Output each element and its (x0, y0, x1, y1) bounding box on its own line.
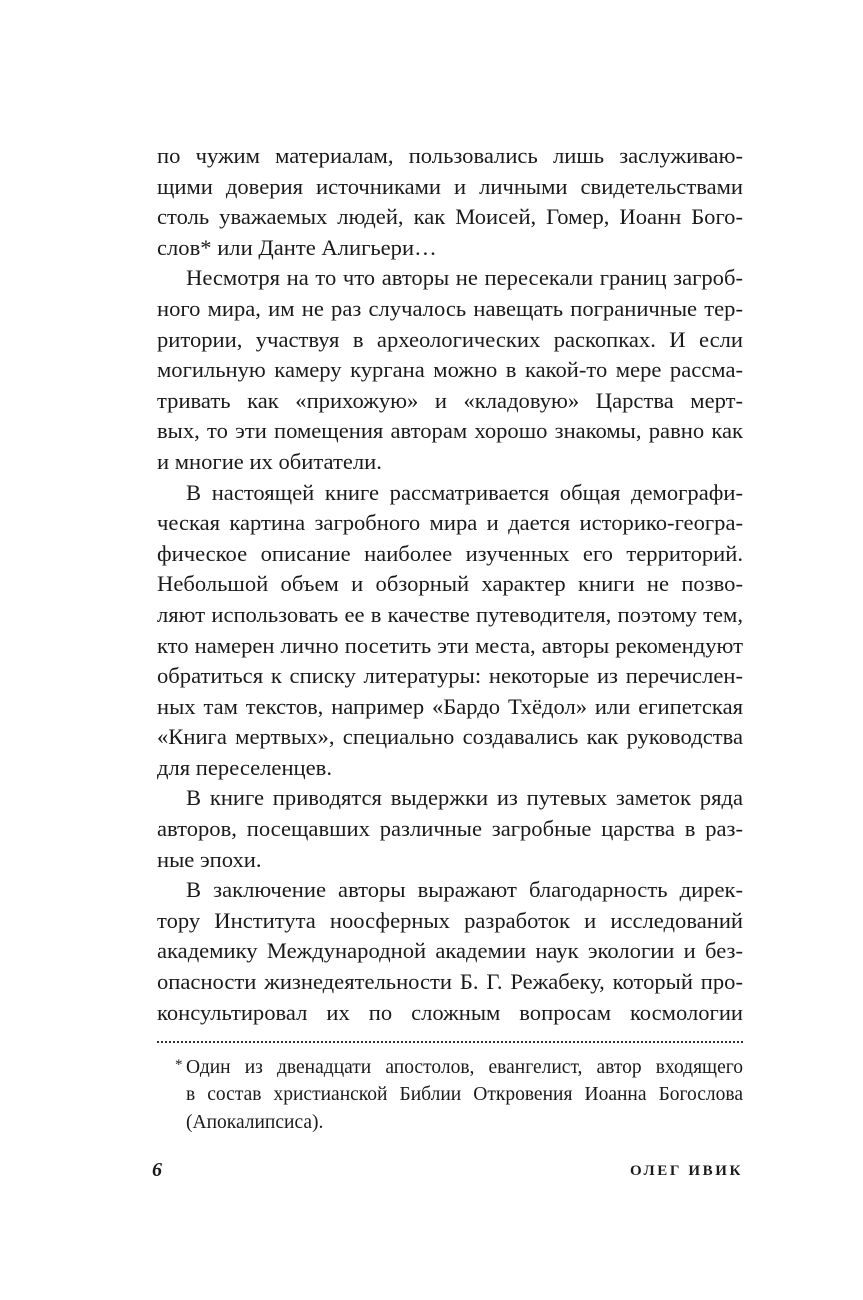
text-line: тору Института ноосферных разработок и исследований (157, 907, 743, 933)
text-line: слов* или Данте Алигьери… (157, 234, 437, 260)
text-line: могильную камеру кургана можно в какой-то мере рассма- (157, 357, 743, 383)
text-line: обратиться к списку литературы: некоторые из перечислен- (157, 663, 743, 689)
text-line: тривать как «прихожую» и «кладовую» Царства мерт- (157, 387, 743, 413)
text-line: «Книга мертвых», специально создавались как руководства (157, 724, 743, 750)
text-line: для переселенцев. (157, 754, 332, 780)
footnote-line: Один из двенадцати апостолов, евангелист, автор входящего (186, 1057, 743, 1078)
text-line: ляют использовать ее в качестве путеводителя, поэтому тем, (157, 601, 743, 627)
paragraph-start-line: В заключение авторы выражают благодарность дирек- (186, 877, 743, 903)
text-line: ческая картина загробного мира и дается историко-геогра- (157, 510, 743, 536)
text-line: фическое описание наиболее изученных его территорий. (157, 540, 743, 566)
text-line: ного мира, им не раз случалось навещать пограничные тер- (157, 295, 743, 321)
footnote-line: (Апокалипсиса). (186, 1111, 324, 1133)
main-text (157, 141, 743, 1028)
text-line: авторов, посещавших различные загробные царства в раз- (157, 816, 743, 842)
text-line: щими доверия источниками и личными свидетельствами (157, 173, 743, 199)
text-line: ных там текстов, например «Бардо Тхёдол» или египетская (157, 693, 743, 719)
footnote-separator (157, 1041, 743, 1043)
text-line: ные эпохи. (157, 846, 262, 872)
running-head-author: ОЛЕГ ИВИК (629, 1163, 743, 1179)
paragraph-start-line: Несмотря на то что авторы не пересекали границ загроб- (186, 265, 743, 291)
text-line: Небольшой объем и обзорный характер книги не позво- (157, 571, 743, 597)
text-line: вых, то эти помещения авторам хорошо знакомы, равно как (157, 418, 743, 444)
text-line: столь уважаемых людей, как Моисей, Гомер, Иоанн Бого- (157, 204, 743, 230)
footnote-line: в состав христианской Библии Откровения Иоанна Богослова (186, 1084, 743, 1106)
text-line: и многие их обитатели. (157, 448, 382, 474)
text-line: консультировал их по сложным вопросам космологии (157, 999, 743, 1025)
paragraph-start-line: В настоящей книге рассматривается общая демографи- (186, 479, 743, 505)
text-line: академику Международной академии наук экологии и без- (157, 938, 743, 964)
paragraph-start-line: В книге приводятся выдержки из путевых заметок ряда (186, 785, 743, 811)
text-line: ритории, участвуя в археологических раскопках. И если (157, 326, 743, 352)
footnote (157, 1054, 743, 1136)
footnote-marker: * (175, 1057, 183, 1073)
text-line: по чужим материалам, пользовались лишь заслуживаю- (157, 143, 743, 168)
text-line: кто намерен лично посетить эти места, авторы рекомендуют (157, 632, 743, 658)
page-number: 6 (152, 1159, 162, 1181)
text-line: опасности жизнедеятельности Б. Г. Режабеку, который про- (157, 969, 743, 995)
